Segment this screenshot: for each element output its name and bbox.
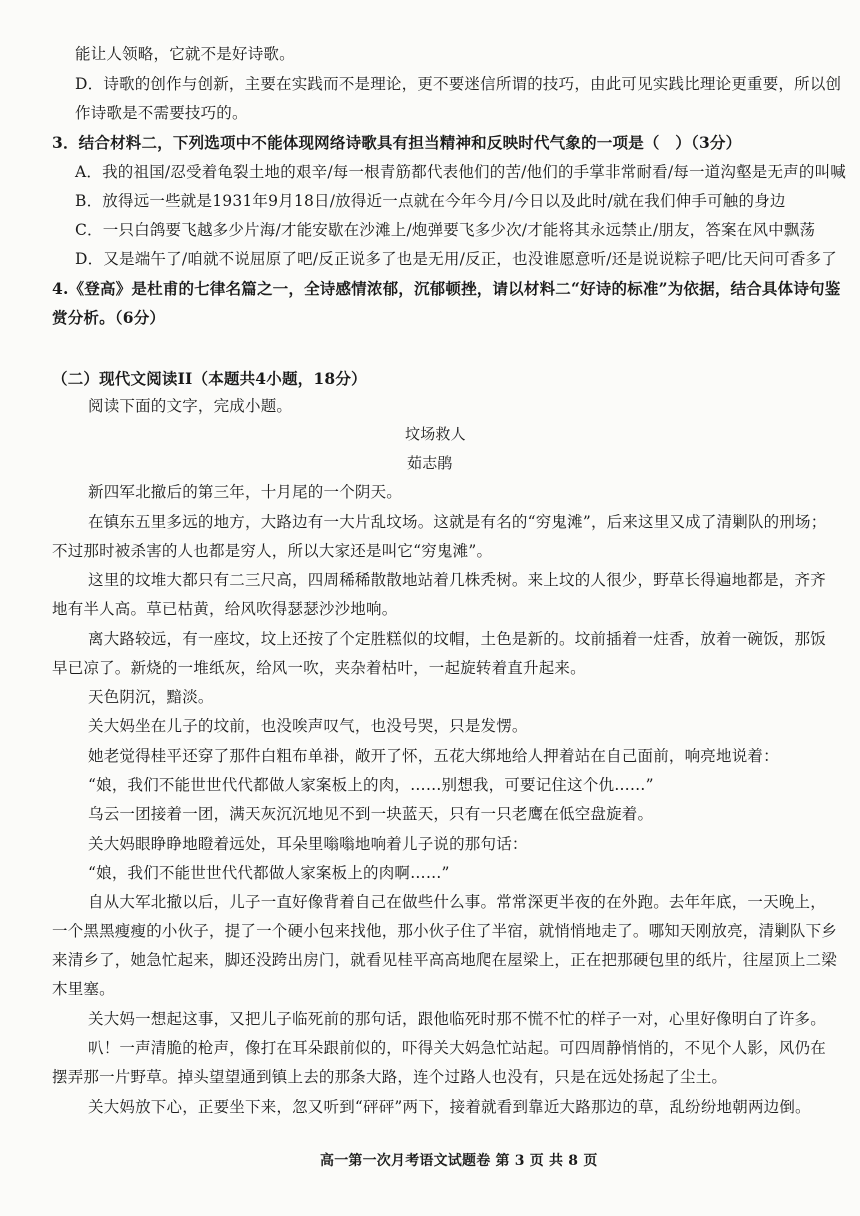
question-3-option-b: B．放得远一些就是1931年9月18日/放得近一点就在今年今月/今日以及此时/就在我们伸手可触的身边: [75, 192, 786, 210]
article-paragraph-line: 地有半人高。草已枯黄，给风吹得瑟瑟沙沙地响。: [52, 600, 398, 618]
article-paragraph-line: 摆弄那一片野草。掉头望望通到镇上去的那条大路，连个过路人也没有，只是在远处扬起了尘土。: [52, 1068, 728, 1086]
article-paragraph-line: 一个黑黑瘦瘦的小伙子，提了一个硬小包来找他，那小伙子住了半宿，就悄悄地走了。哪知天刚放亮，清剿队下乡: [52, 922, 838, 940]
question-4-stem: 4.《登高》是杜甫的七律名篇之一，全诗感情浓郁，沉郁顿挫，请以材料二“好诗的标准”为依据，结合具体诗句鉴: [52, 279, 841, 298]
question-3-option-a: A．我的祖国/忍受着龟裂土地的艰辛/每一根青筋都代表他们的苦/他们的手掌非常耐看/每一道沟壑是无声的叫喊: [75, 163, 846, 181]
article-paragraph-line: 关大妈放下心，正要坐下来，忽又听到“砰砰”两下，接着就看到靠近大路那边的草，乱纷纷地朝两边倒。: [88, 1098, 811, 1116]
article-paragraph-line: 不过那时被杀害的人也都是穷人，所以大家还是叫它“穷鬼滩”。: [52, 542, 493, 560]
page-footer: 高一第一次月考语文试题卷 第 3 页 共 8 页: [320, 1153, 598, 1169]
option-text: 能让人领略，它就不是好诗歌。: [75, 45, 295, 63]
question-4-stem-cont: 赏分析。（6分）: [52, 308, 166, 327]
article-title: 坟场救人: [405, 425, 466, 443]
option-d-text: D．诗歌的创作与创新，主要在实践而不是理论，更不要迷信所谓的技巧，由此可见实践比理论更重要，所以创: [75, 75, 842, 93]
article-paragraph-line: 天色阴沉，黯淡。: [88, 688, 214, 706]
article-paragraph-line: “娘，我们不能世世代代都做人家案板上的肉，……别想我，可要记住这个仇……”: [88, 776, 654, 794]
article-paragraph-line: 关大妈眼睁睁地瞪着远处，耳朵里嗡嗡地响着儿子说的那句话：: [88, 835, 528, 853]
article-paragraph-line: 关大妈一想起这事，又把儿子临死前的那句话，跟他临死时那不慌不忙的样子一对，心里好像明白了许多。: [88, 1010, 826, 1028]
article-paragraph-line: 早已凉了。新烧的一堆纸灰，给风一吹，夹杂着枯叶，一起旋转着直升起来。: [52, 659, 586, 677]
article-paragraph-line: 她老觉得桂平还穿了那件白粗布单褂，敞开了怀，五花大绑地给人押着站在自己面前，响亮地说着：: [88, 747, 779, 765]
article-paragraph-line: 离大路较远，有一座坟，坟上还按了个定胜糕似的坟帽，土色是新的。坟前插着一炷香，放着一碗饭，那饭: [88, 630, 826, 648]
option-d-text-cont: 作诗歌是不需要技巧的。: [75, 104, 248, 122]
article-paragraph-line: 来清乡了，她急忙起来，脚还没跨出房门，就看见桂平高高地爬在屋梁上，正在把那硬包里的纸片，往屋顶上二梁: [52, 951, 838, 969]
article-author: 茹志鹃: [407, 454, 453, 472]
article-paragraph-line: 在镇东五里多远的地方，大路边有一大片乱坟场。这就是有名的“穷鬼滩”，后来这里又成了清剿队的刑场；: [88, 513, 827, 531]
article-paragraph-line: 叭！一声清脆的枪声，像打在耳朵跟前似的，吓得关大妈急忙站起。可四周静悄悄的，不见个人影，风仍在: [88, 1039, 826, 1057]
article-paragraph-line: 这里的坟堆大都只有二三尺高，四周稀稀散散地站着几株秃树。来上坟的人很少，野草长得遍地都是，齐齐: [88, 571, 826, 589]
article-paragraph-line: 关大妈坐在儿子的坟前，也没唉声叹气，也没号哭，只是发愣。: [88, 717, 528, 735]
question-3-stem: 3．结合材料二，下列选项中不能体现网络诗歌具有担当精神和反映时代气象的一项是（ ）（3分）: [52, 133, 742, 152]
question-3-option-c: C．一只白鸽要飞越多少片海/才能安歇在沙滩上/炮弹要飞多少次/才能将其永远禁止/朋友，答案在风中飘荡: [75, 221, 816, 239]
article-paragraph-line: 新四军北撤后的第三年，十月尾的一个阴天。: [88, 483, 403, 501]
article-paragraph-line: 木里塞。: [52, 980, 115, 998]
section-instruction: 阅读下面的文字，完成小题。: [88, 397, 293, 415]
article-paragraph-line: 自从大军北撤以后，儿子一直好像背着自己在做些什么事。常常深更半夜的在外跑。去年年底，一天晚上，: [88, 893, 826, 911]
section-heading: （二）现代文阅读II（本题共4小题，18分）: [52, 369, 367, 388]
article-paragraph-line: “娘，我们不能世世代代都做人家案板上的肉啊……”: [88, 864, 450, 882]
article-paragraph-line: 乌云一团接着一团，满天灰沉沉地见不到一块蓝天，只有一只老鹰在低空盘旋着。: [88, 805, 654, 823]
question-3-option-d: D．又是端午了/咱就不说屈原了吧/反正说多了也是无用/反正，也没谁愿意听/还是说说粽子吧/比天问可香多了: [75, 250, 837, 268]
